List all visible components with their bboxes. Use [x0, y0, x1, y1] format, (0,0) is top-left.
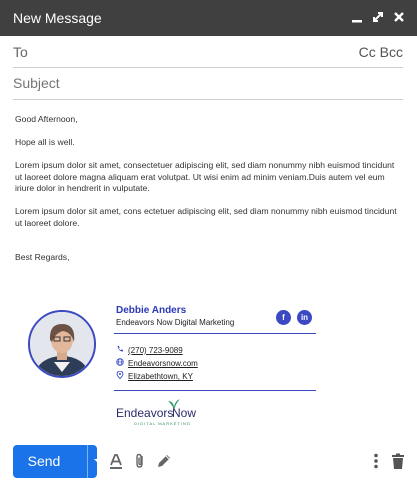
text-format-icon[interactable] — [107, 452, 125, 470]
subject-row[interactable] — [13, 69, 403, 100]
body-paragraph-2: Lorem ipsum dolor sit amet, cons ectetuer adipiscing elit, sed diam nonummy nibh euismod tincidunt ut laoreet dolore. — [15, 206, 397, 228]
website-link[interactable]: Endeavorsnow.com — [128, 359, 198, 368]
send-button-group — [13, 445, 97, 478]
to-label[interactable]: To — [13, 44, 28, 60]
greeting-text: Good Afternoon, — [15, 114, 78, 124]
avatar — [28, 310, 96, 378]
attach-icon[interactable] — [131, 452, 149, 470]
compose-titlebar — [0, 0, 417, 36]
minimize-icon[interactable] — [350, 10, 364, 24]
expand-icon[interactable] — [371, 10, 385, 24]
window-title: New Message — [13, 10, 102, 26]
trash-icon[interactable] — [389, 452, 407, 470]
location-pin-icon — [116, 371, 125, 381]
message-body[interactable] — [15, 114, 400, 275]
signature-company: Endeavors Now Digital Marketing — [116, 318, 235, 327]
to-row[interactable] — [13, 37, 403, 68]
bcc-link[interactable]: Bcc — [379, 44, 403, 60]
closing-text: Best Regards, — [15, 252, 70, 262]
signature-divider-bottom — [114, 390, 316, 391]
cc-bcc-links — [359, 44, 403, 60]
location-row — [116, 371, 193, 381]
body-line-1: Hope all is well. — [15, 137, 75, 147]
cc-link[interactable]: Cc — [358, 44, 376, 60]
pen-icon[interactable] — [155, 452, 173, 470]
send-button[interactable]: Send — [27, 453, 61, 469]
body-paragraph-1: Lorem ipsum dolor sit amet, consectetuer adipiscing elit, sed diam nonummy nibh euismod tincidunt ut laoreet dolore magna aliquam erat volutpat. Ut wisi enim ad minim veniam.Duis autem vel eum iriure dolor in hendrerit in vulputate. — [15, 160, 395, 193]
more-options-icon[interactable] — [367, 452, 385, 470]
phone-row — [116, 345, 183, 355]
logo-word-2: Now — [172, 406, 197, 420]
website-row — [116, 358, 198, 368]
signature-divider-top — [114, 333, 316, 334]
phone-icon — [116, 345, 125, 355]
close-icon[interactable] — [392, 10, 406, 24]
facebook-icon[interactable]: f — [276, 310, 291, 325]
logo-tagline: DIGITAL MARKETING — [134, 421, 192, 426]
signature-name: Debbie Anders — [116, 305, 187, 316]
location-link[interactable]: Elizabethtown, KY — [128, 372, 193, 381]
company-logo — [116, 398, 216, 430]
phone-number[interactable]: (270) 723-9089 — [128, 346, 183, 355]
logo-word-1: Endeavors — [116, 406, 174, 420]
subject-input[interactable] — [13, 72, 333, 94]
linkedin-icon[interactable]: in — [297, 310, 312, 325]
globe-icon — [116, 358, 125, 368]
